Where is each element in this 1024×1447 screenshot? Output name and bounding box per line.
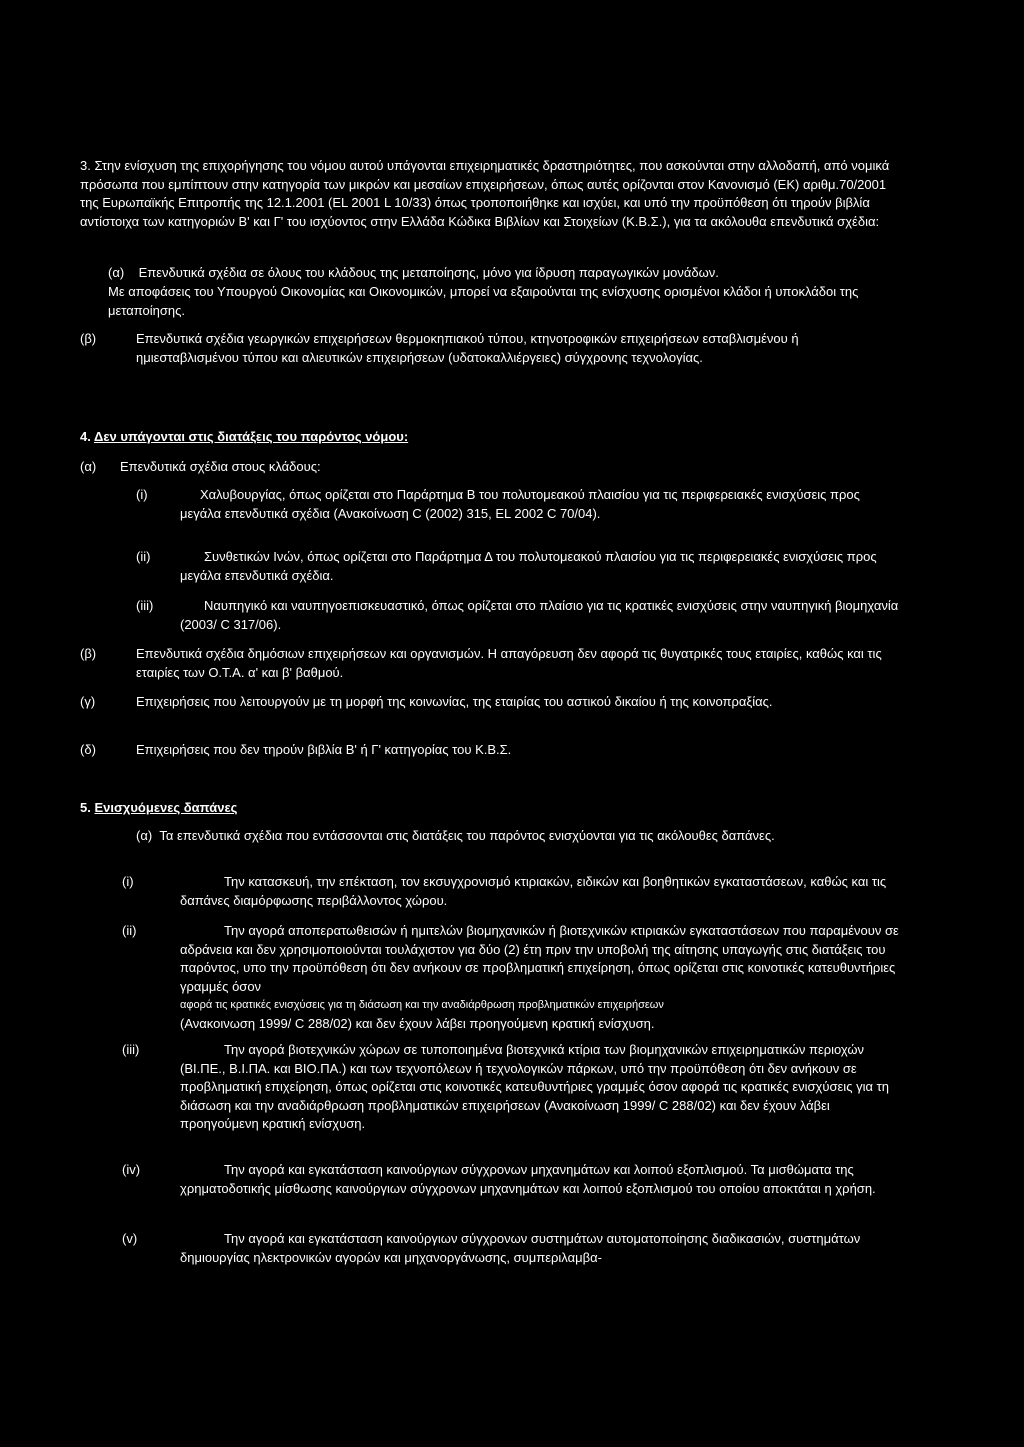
section-5-ii-text: Την αγορά αποπερατωθεισών ή ημιτελών βιομηχανικών ή βιοτεχνικών κτιριακών εγκαταστάσεων που παραμένουν σε αδράνεια και δεν χρησιμοποιούνται τουλάχιστον για δύο (2) έτη πριν την υποβολή της αίτησης υπαγωγής στις διατάξεις του παρόντος, υπο την προϋπόθεση ότι δεν ανήκουν σε προβληματική επιχείρηση, όπως ορίζεται στις κοινοτικές κατευθυντήριες γραμμές όσον [180, 923, 899, 994]
section-5-iii-text: Την αγορά βιοτεχνικών χώρων σε τυποποιημένα βιοτεχνικά κτίρια των βιομηχανικών επιχειρηματικών περιοχών (ΒΙ.ΠΕ., Β.Ι.ΠΑ. και ΒΙΟ.ΠΑ.) και των τεχνοπόλεων ή τεχνολογικών πάρκων, υπό την προϋπόθεση ότι δεν ανήκουν σε προβληματική επιχείρηση, όπως ορίζεται στις κοινοτικές κατευθυντήριες γραμμές όσον αφορά τις κρατικές ενισχύσεις για τη διάσωση και την αναδιάρθρωση προβληματικών επιχειρήσεων (Ανακοίνωση 1999/ C 288/02) και δεν έχουν λάβει προηγούμενη κρατική ενίσχυση. [180, 1042, 889, 1131]
section-5-ii-tail: (Ανακοινωση 1999/ C 288/02) και δεν έχουν λάβει προηγούμενη κρατική ενίσχυση. [180, 1015, 655, 1031]
section-3-item-b: Επενδυτικά σχέδια γεωργικών επιχειρήσεων θερμοκηπιακού τύπου, κτηνοτροφικών επιχειρήσεων εσταβλισμένου ή ημιεσταβλισμένου τύπου και αλιευτικών επιχειρήσεων (υδατοκαλλιέργειες) σύγχρονης τεχνολογίας. [136, 331, 799, 365]
section-4-i-marker: (i) [136, 487, 148, 502]
section-3-intro: 3. Στην ενίσχυση της επιχορήγησης του νόμου αυτού υπάγονται επιχειρηματικές δραστηριότητες, που ασκούνται στην αλλοδαπή, από νομικά πρόσωπα που εμπίπτουν στην κατηγορία των μικρών και μεσαίων επιχειρήσεων, όπως αυτές ορίζονται στον Κανονισμό (ΕΚ) αριθμ.70/2001 της Ευρωπαϊκής Επιτροπής της 12.1.2001 (EL 2001 L 10/33) όπως τροποποιήθηκε και ισχύει, και υπό την προϋπόθεση ότι τηρούν βιβλία αντίστοιχα των κατηγοριών Β' και Γ' του ισχύοντος στην Ελλάδα Κώδικα Βιβλίων και Στοιχείων (Κ.Β.Σ.), για τα ακόλουθα επενδυτικά σχέδια: [80, 158, 890, 229]
section-5-iii-marker: (iii) [122, 1042, 140, 1057]
section-3-item-a: (α) Επενδυτικά σχέδια σε όλους του κλάδους της μεταποίησης, μόνο για ίδρυση παραγωγικών μονάδων. [108, 265, 719, 280]
section-4-a-marker: (α) [80, 459, 97, 474]
section-5-heading [80, 799, 237, 818]
section-4-heading [80, 428, 408, 447]
section-3-note: Με αποφάσεις του Υπουργού Οικονομίας και Οικονομικών, μπορεί να εξαιρούνται της ενίσχυσης ορισμένοι κλάδοι ή υποκλάδοι της μεταποίησης. [108, 284, 859, 318]
section-5-v-marker: (v) [122, 1231, 138, 1246]
section-5-title: Ενισχυόμενες δαπάνες [94, 800, 238, 815]
section-4-a-text: Επενδυτικά σχέδια στους κλάδους: [120, 459, 321, 474]
section-4-ii-text: Συνθετικών Ινών, όπως ορίζεται στο Παράρτημα Δ του πολυτομεακού πλαισίου για τις περιφερειακές ενισχύσεις προς μεγάλα επενδυτικά σχέδια. [180, 549, 877, 583]
section-5-i-text: Την κατασκευή, την επέκταση, τον εκσυγχρονισμό κτιριακών, ειδικών και βοηθητικών εγκαταστάσεων, καθώς και τις δαπάνες διαμόρφωσης περιβάλλοντος χώρου. [180, 874, 887, 908]
section-5-iv-marker: (iv) [122, 1162, 141, 1177]
section-5-number: 5. [80, 800, 91, 815]
section-4-iii-marker: (iii) [136, 598, 154, 613]
section-4-d-marker: (δ) [80, 742, 96, 757]
section-5-ii-small-line: αφορά τις κρατικές ενισχύσεις για τη διάσωση και την αναδιάρθρωση προβληματικών επιχειρήσεων [180, 999, 664, 1011]
section-4-c-text: Επιχειρήσεις που λειτουργούν με τη μορφή της κοινωνίας, της εταιρίας του αστικού δικαίου ή της κοινοπραξίας. [136, 694, 773, 709]
section-5-intro: (α) Τα επενδυτικά σχέδια που εντάσσονται στις διατάξεις του παρόντος ενισχύονται για τις ακόλουθες δαπάνες. [136, 828, 775, 843]
section-4-b-marker: (β) [80, 646, 97, 661]
section-5-v-text: Την αγορά και εγκατάσταση καινούργιων σύγχρονων συστημάτων αυτοματοποίησης διαδικασιών, συστημάτων δημιουργίας ηλεκτρονικών αγορών και μηχανοργάνωσης, συμπεριλαμβα- [180, 1231, 861, 1265]
section-4-c-marker: (γ) [80, 694, 96, 709]
section-5-i-marker: (i) [122, 874, 134, 889]
section-4-b-text: Επενδυτικά σχέδια δημόσιων επιχειρήσεων και οργανισμών. Η απαγόρευση δεν αφορά τις θυγατρικές τους εταιρίες, καθώς και τις εταιρίες των Ο.Τ.Α. α' και β' βαθμού. [136, 646, 882, 680]
section-4-iii-text: Ναυπηγικό και ναυπηγοεπισκευαστικό, όπως ορίζεται στο πλαίσιο για τις κρατικές ενισχύσεις στην ναυπηγική βιομηχανία (2003/ C 317/06). [180, 598, 899, 632]
section-4-i-text: Χαλυβουργίας, όπως ορίζεται στο Παράρτημα Β του πολυτομεακού πλαισίου για τις περιφερειακές ενισχύσεις προς μεγάλα επενδυτικά σχέδια (Ανακοίνωση C (2002) 315, EL 2002 C 70/04). [180, 487, 860, 521]
section-4-ii-marker: (ii) [136, 549, 151, 564]
section-4-d-text: Επιχειρήσεις που δεν τηρούν βιβλία Β' ή Γ' κατηγορίας του Κ.Β.Σ. [136, 742, 512, 757]
section-5-iv-text: Την αγορά και εγκατάσταση καινούργιων σύγχρονων μηχανημάτων και λοιπού εξοπλισμού. Τα μισθώματα της χρηματοδοτικής μίσθωσης καινούργιων σύγχρονων μηχανημάτων και λοιπού εξοπλισμού του οποίου αποκτάται η χρήση. [180, 1162, 876, 1196]
section-4-number: 4. [80, 429, 91, 444]
section-4-title: Δεν υπάγονται στις διατάξεις του παρόντος νόμου: [93, 429, 409, 444]
section-5-ii-marker: (ii) [122, 923, 137, 938]
section-3-item-b-marker: (β) [80, 331, 97, 346]
section-5-ii-block [180, 922, 910, 1033]
